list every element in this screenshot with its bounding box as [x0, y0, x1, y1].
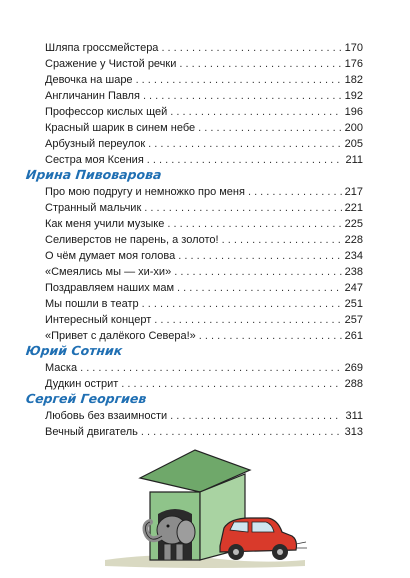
- entry-page: 182: [344, 74, 363, 86]
- toc-entry[interactable]: [45, 202, 363, 215]
- entry-title: Любовь без взаимности: [45, 410, 168, 422]
- entry-title: О чём думает моя голова: [45, 250, 176, 262]
- toc-entry[interactable]: [45, 234, 363, 247]
- entry-page: 205: [344, 138, 363, 150]
- toc-entry[interactable]: [45, 90, 363, 103]
- elephant-ear: [177, 520, 195, 544]
- entry-title: «Смеялись мы — хи-хи»: [45, 266, 172, 278]
- entry-page: 238: [344, 266, 363, 278]
- dot-leader: [154, 314, 341, 327]
- entry-title: Сестра моя Ксения: [45, 154, 144, 166]
- toc-entry[interactable]: [45, 122, 363, 135]
- illustration-svg: [100, 448, 310, 573]
- dot-leader: [141, 426, 342, 439]
- dot-leader: [147, 154, 343, 167]
- dot-leader: [161, 42, 341, 55]
- entry-title: «Привет с далёкого Севера!»: [45, 330, 196, 342]
- toc-entry[interactable]: [45, 298, 363, 311]
- dot-leader: [136, 74, 342, 87]
- dot-leader: [177, 282, 342, 295]
- entry-title: Странный мальчик: [45, 202, 142, 214]
- toc-entry[interactable]: [45, 410, 363, 423]
- entry-page: 257: [344, 314, 363, 326]
- entry-page: 288: [344, 378, 363, 390]
- entry-title: Шляпа гроссмейстера: [45, 42, 159, 54]
- toc-entry[interactable]: [45, 362, 363, 375]
- dot-leader: [167, 218, 341, 231]
- entry-page: 176: [344, 58, 363, 70]
- entry-title: Мы пошли в театр: [45, 298, 139, 310]
- toc-entry[interactable]: [45, 138, 363, 151]
- entry-page: 269: [344, 362, 363, 374]
- dot-leader: [142, 298, 342, 311]
- author-heading: Юрий Сотник: [25, 343, 124, 358]
- toc-entry[interactable]: [45, 42, 363, 55]
- entry-title: Поздравляем наших мам: [45, 282, 175, 294]
- entry-page: 217: [344, 186, 363, 198]
- entry-page: 247: [344, 282, 363, 294]
- dot-leader: [198, 122, 342, 135]
- entry-title: Маска: [45, 362, 78, 374]
- motion-lines: [296, 542, 307, 548]
- entry-title: Как меня учили музыке: [45, 218, 165, 230]
- dot-leader: [143, 90, 342, 103]
- toc-entry[interactable]: [45, 186, 363, 199]
- entry-page: 225: [344, 218, 363, 230]
- entry-title: Про мою подругу и немножко про меня: [45, 186, 245, 198]
- dot-leader: [222, 234, 342, 247]
- toc-entry[interactable]: [45, 314, 363, 327]
- entry-page: 251: [344, 298, 363, 310]
- entry-title: Профессор кислых щей: [45, 106, 168, 118]
- entry-page: 196: [344, 106, 363, 118]
- car-hubcap: [233, 549, 239, 555]
- entry-page: 261: [344, 330, 363, 342]
- entry-page: 170: [344, 42, 363, 54]
- author-heading: Сергей Георгиев: [25, 391, 148, 406]
- toc-entry[interactable]: [45, 426, 363, 439]
- entry-page: 313: [344, 426, 363, 438]
- entry-title: Девочка на шаре: [45, 74, 133, 86]
- entry-page: 192: [344, 90, 363, 102]
- toc-entry[interactable]: [45, 58, 363, 71]
- entry-title: Сражение у Чистой речки: [45, 58, 177, 70]
- entry-page: 200: [344, 122, 363, 134]
- entry-title: Дудкин острит: [45, 378, 119, 390]
- elephant-leg: [176, 544, 183, 560]
- dot-leader: [178, 250, 341, 263]
- dot-leader: [170, 106, 341, 119]
- entry-page: 234: [344, 250, 363, 262]
- entry-title: Интересный концерт: [45, 314, 152, 326]
- elephant-leg: [164, 544, 171, 560]
- dot-leader: [121, 378, 341, 391]
- dot-leader: [174, 266, 341, 279]
- toc-entry[interactable]: [45, 250, 363, 263]
- toc-entry[interactable]: [45, 282, 363, 295]
- toc-entry[interactable]: [45, 106, 363, 119]
- entry-title: Арбузный переулок: [45, 138, 146, 150]
- dot-leader: [148, 138, 341, 151]
- toc-entry[interactable]: [45, 154, 363, 167]
- elephant-doghouse-red-car-illustration: [100, 448, 310, 573]
- car-hubcap: [277, 549, 283, 555]
- entry-title: Вечный двигатель: [45, 426, 138, 438]
- toc-entry[interactable]: [45, 218, 363, 231]
- toc-entry[interactable]: [45, 266, 363, 279]
- entry-page: 211: [345, 154, 363, 166]
- entry-page: 228: [344, 234, 363, 246]
- author-heading: Ирина Пивоварова: [25, 167, 163, 182]
- elephant-eye: [167, 525, 170, 528]
- entry-title: Англичанин Павля: [45, 90, 140, 102]
- toc-entry[interactable]: [45, 378, 363, 391]
- dot-leader: [170, 410, 342, 423]
- entry-page: 221: [344, 202, 363, 214]
- entry-page: 311: [345, 410, 363, 422]
- dot-leader: [179, 58, 341, 71]
- entry-title: Селиверстов не парень, а золото!: [45, 234, 219, 246]
- dot-leader: [199, 330, 342, 343]
- dot-leader: [144, 202, 341, 215]
- dot-leader: [248, 186, 342, 199]
- toc-entry[interactable]: [45, 74, 363, 87]
- toc-entry[interactable]: [45, 330, 363, 343]
- entry-title: Красный шарик в синем небе: [45, 122, 196, 134]
- dot-leader: [80, 362, 342, 375]
